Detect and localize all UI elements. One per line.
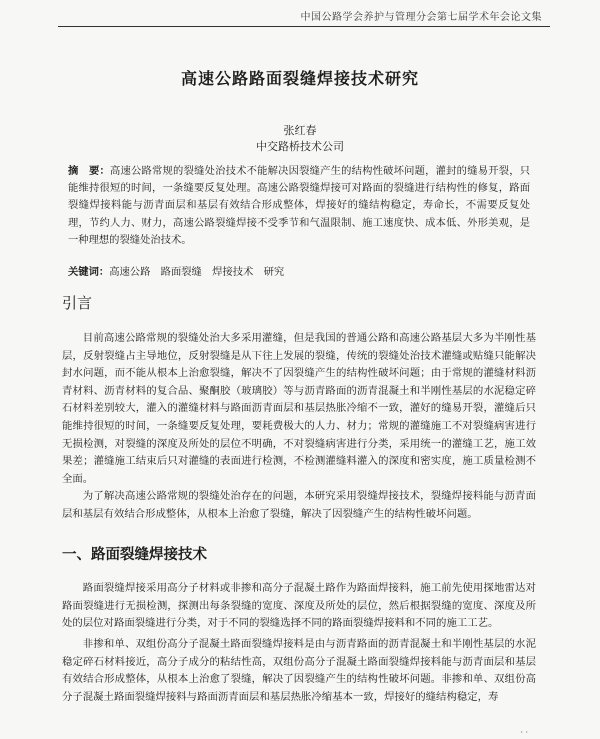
- page-number: · ·: [520, 728, 528, 737]
- abstract-text: 高速公路常规的裂缝处治技术不能解决因裂缝产生的结构性破坏问题，灌封的缝易开裂，只能维持很短的时间，一条缝要反复处理。高速公路裂缝焊接可对路面的裂缝进行结构性的修复，路面裂缝焊接料能与沥青面层和基层有效结合形成整体，焊接好的缝结构稳定，寿命长，不需要反复处理，节约人力、财力，高速公路裂缝焊接不受季节和气温限制、施工速度快、成本低、外形美观，是一种理想的裂缝处治技术。: [68, 165, 531, 246]
- paper-affiliation: 中交路桥技术公司: [256, 140, 344, 153]
- section-1-paragraph-1: 路面裂缝焊接采用高分子材料或非掺和高分子混凝土路作为路面焊接料，施工前先使用探地雷达对路面裂缝进行无损检测，探测出每条裂缝的宽度、深度及所处的层位，然后根据裂缝的宽度、深度及所处的层位对路面裂缝进行分类，对于不同的裂缝选择不同的路面裂缝焊接料和不同的施工工艺。: [62, 582, 536, 630]
- intro-paragraph-1: 目前高速公路常规的裂缝处治大多采用灌缝，但是我国的普通公路和高速公路基层大多为半刚性基层，反射裂缝占主导地位，反射裂缝是从下往上发展的裂缝，传统的裂缝处治技术灌缝或贴缝只能解决封水问题，而不能从根本上治愈裂缝，解决不了因裂缝产生的结构性破坏问题；由于常规的灌缝材料沥青材料、沥青材料的复合品、聚酮胶（玻璃胶）等与沥青路面的沥青混凝土和半刚性基层的水泥稳定碎石材料差别较大，灌入的灌缝材料与路面沥青面层和基层热胀冷缩不一致，灌好的缝易开裂，灌缝后只能维持很短的时间，一条缝要反复处理，要耗费极大的人力、材力；常规的灌缝施工不对裂缝病害进行无损检测，对裂缝的深度及所处的层位不明确，不对裂缝病害进行分类，采用统一的灌缝工艺，施工效果差；灌缝施工结束后只对灌缝的表面进行检测，不检测灌缝料灌入的深度和密实度，施工质量检测不全面。: [62, 332, 536, 485]
- abstract: [68, 163, 530, 249]
- running-header: 中国公路学会养护与管理分会第七届学术年会论文集: [300, 12, 542, 23]
- intro-heading: 引言: [62, 294, 93, 312]
- abstract-label: 摘 要：: [68, 165, 111, 177]
- paper-author: 张红春: [283, 124, 317, 137]
- header-rule: [58, 26, 550, 27]
- keywords: [68, 263, 530, 278]
- section-1-heading: 一、路面裂缝焊接技术: [62, 547, 207, 563]
- paper-title: 高速公路路面裂缝焊接技术研究: [180, 69, 419, 88]
- section-1-paragraph-2: 非掺和单、双组份高分子混凝土路面裂缝焊接料是由与沥青路面的沥青混凝土和半刚性基层的水泥稳定碎石材料接近，高分子成分的粘结性高，双组份高分子混凝土路面裂缝焊接料能与沥青面层和基层有效结合形成整体，从根本上治愈了裂缝，解决了因裂缝产生的结构性破坏问题。非掺和单、双组份高分子混凝土路面裂缝焊接料与路面沥青面层和基层热胀冷缩基本一致，焊接好的缝结构稳定，寿: [62, 638, 536, 703]
- keywords-label: 关键词：: [68, 266, 110, 278]
- intro-paragraph-2: 为了解决高速公路常规的裂缝处治存在的问题，本研究采用裂缝焊接技术，裂缝焊接料能与沥青面层和基层有效结合形成整体，从根本上治愈了裂缝，解决了因裂缝产生的结构性破坏问题。: [62, 490, 536, 520]
- keywords-text: 高速公路 路面裂缝 焊接技术 研究: [109, 266, 285, 278]
